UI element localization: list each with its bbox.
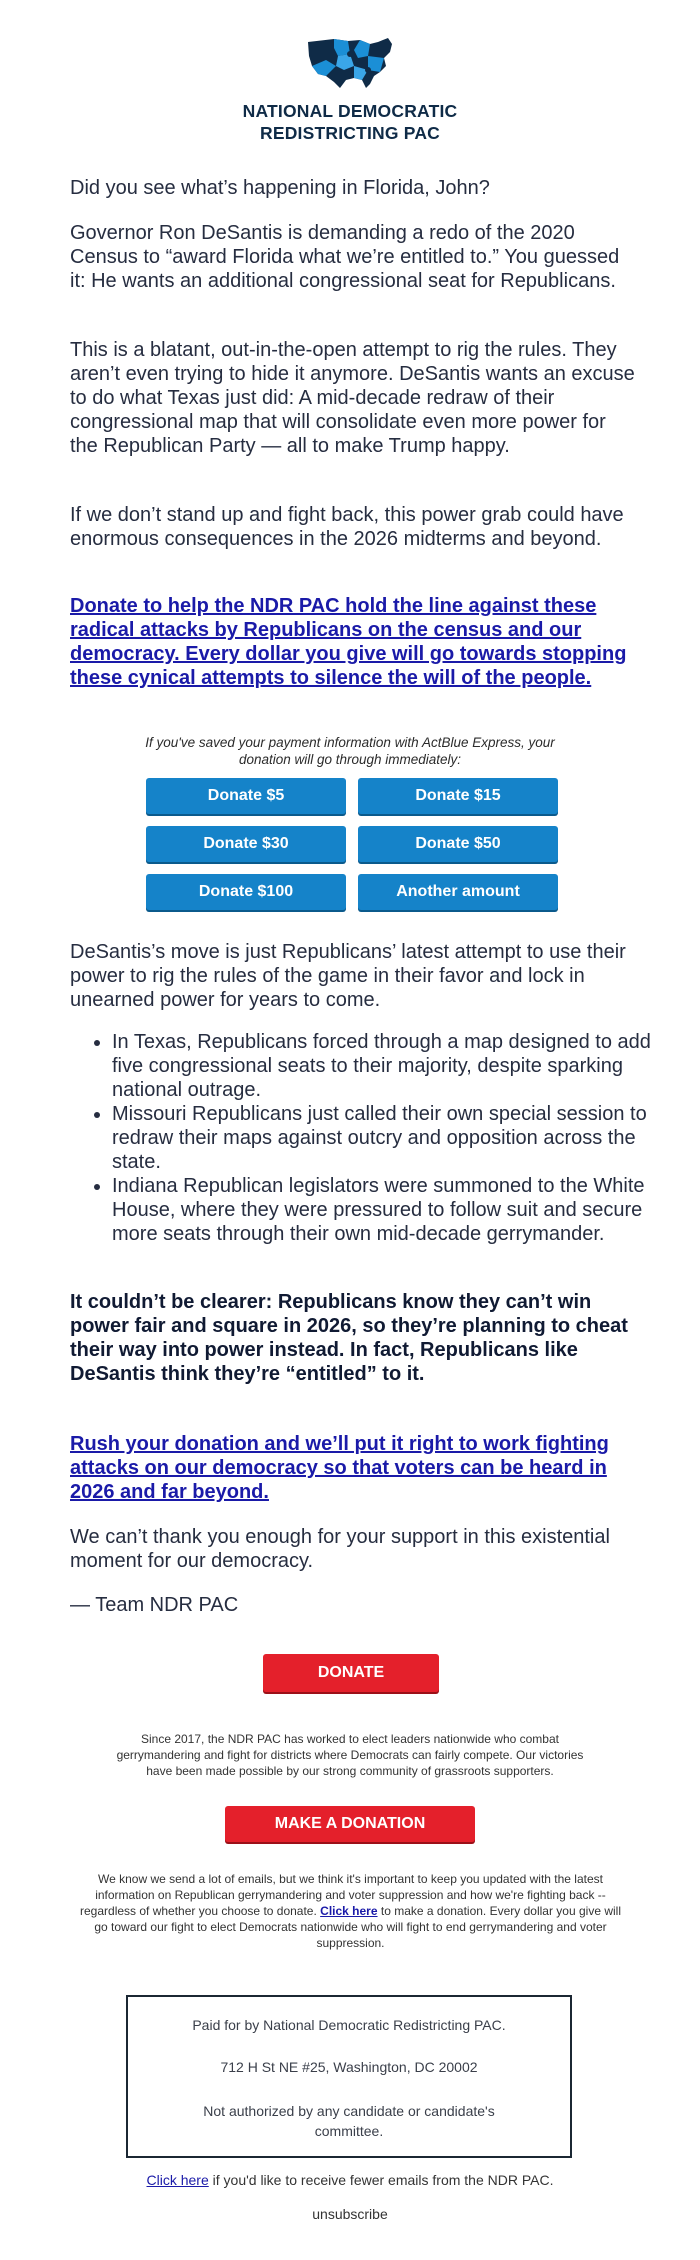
emails-text-after: to make a donation. Every dollar you give will go toward our fight to elect Democrats nationwide who will fight to end gerrymandering and voter suppression. [94,1904,621,1950]
paid-for-text: Paid for by National Democratic Redistricting PAC. [192,2017,506,2033]
paragraph-1: Governor Ron DeSantis is demanding a redo of the 2020 Census to “award Florida what we’re entitled to.” You guessed it: He wants an additional congressional seat for Republicans. [70,222,620,292]
history-text: Since 2017, the NDR PAC has worked to elect leaders nationwide who combat gerrymandering and fight for districts where Democrats can fairly compete. Our victories have been made possible by our strong community of grassroots supporters. [116,1732,584,1778]
unsubscribe-link[interactable]: unsubscribe [312,2206,388,2222]
donate-5-button[interactable]: Donate $5 [146,778,346,814]
logo-line-2: REDISTRICTING PAC [259,123,441,143]
donate-link-paragraph [70,594,635,690]
emails-text-before: We know we send a lot of emails, but we think it's important to keep you updated with the latest information on Republican gerrymandering and voter suppression and how we're fighting back -- regardless of whether you choose to donate. [80,1872,606,1918]
logo-line-1: NATIONAL DEMOCRATIC [242,101,458,121]
thanks-paragraph: We can’t thank you enough for your support in this existential moment for our democracy. [70,1526,610,1572]
not-authorized-text: Not authorized by any candidate or candidate's committee. [203,2103,495,2139]
paragraph-2: This is a blatant, out-in-the-open attempt to rig the rules. They aren’t even trying to hide it anymore. DeSantis wants an excuse to do what Texas just did: A mid-decade redraw of their congressional map that will consolidate even more power for the Republican Party — all to make Trump happy. [70,339,635,457]
donate-link-paragraph-2 [70,1432,635,1504]
greeting: Did you see what’s happening in Florida, John? [70,177,490,199]
emails-explainer [78,1871,623,1951]
emails-donate-link[interactable]: Click here [320,1904,378,1918]
ndr-logo[interactable] [0,36,700,144]
donate-100-button[interactable]: Donate $100 [146,874,346,910]
fewer-emails-text: if you'd like to receive fewer emails from the NDR PAC. [208,2172,554,2188]
fewer-emails-line [0,2172,700,2188]
donate-link-1[interactable]: Donate to help the NDR PAC hold the line against these radical attacks by Republicans on the census and our democracy. Every dollar you give will go towards stopping these cynical attempts to silence the will of the people. [70,595,627,689]
actblue-note: If you've saved your payment information with ActBlue Express, your donation will go through immediately: [145,735,555,767]
donate-30-button[interactable]: Donate $30 [146,826,346,862]
donate-50-button[interactable]: Donate $50 [358,826,558,862]
list-item: • Indiana Republican legislators were summoned to the White House, where they were pressured to follow suit and secure more seats through their own mid-decade gerrymander. [112,1174,652,1246]
fewer-emails-link[interactable]: Click here [146,2172,209,2188]
disclaimer-box [126,1995,572,2158]
another-amount-button[interactable]: Another amount [358,874,558,910]
paragraph-4: DeSantis’s move is just Republicans’ latest attempt to use their power to rig the rules of the game in their favor and lock in unearned power for years to come. [70,941,626,1011]
paragraph-3: If we don’t stand up and fight back, this power grab could have enormous consequences in the 2026 midterms and beyond. [70,504,624,550]
bullet-list [92,1030,652,1246]
bold-paragraph: It couldn’t be clearer: Republicans know they can’t win power fair and square in 2026, so they’re planning to cheat their way into power instead. In fact, Republicans like DeSantis think they’re “entitled” to it. [70,1291,628,1385]
make-donation-button[interactable]: MAKE A DONATION [225,1806,475,1842]
us-map-puzzle-icon [304,36,396,90]
address-text: 712 H St NE #25, Washington, DC 20002 [220,2059,478,2075]
list-item: • Missouri Republicans just called their own special session to redraw their maps against outcry and opposition across the state. [112,1102,652,1174]
signoff: — Team NDR PAC [70,1594,239,1616]
list-item: • In Texas, Republicans forced through a map designed to add five congressional seats to their majority, despite sparking national outrage. [112,1030,652,1102]
donate-link-2[interactable]: Rush your donation and we’ll put it right to work fighting attacks on our democracy so that voters can be heard in 2026 and far beyond. [70,1433,609,1503]
donate-button[interactable]: DONATE [263,1654,439,1692]
donate-15-button[interactable]: Donate $15 [358,778,558,814]
